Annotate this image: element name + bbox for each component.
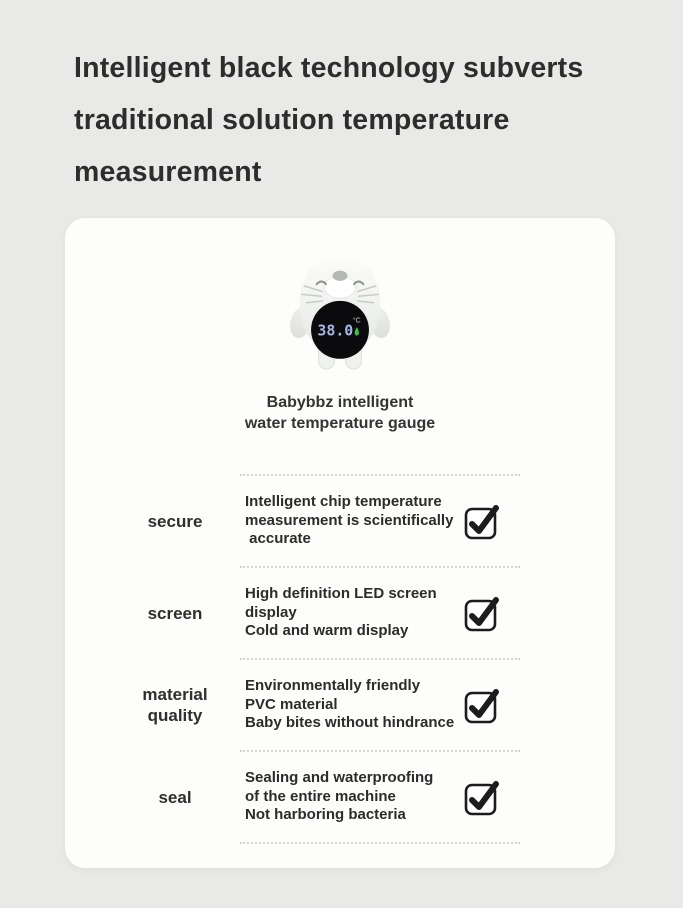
page-title-line-3: measurement: [74, 156, 262, 188]
feature-row-seal: [65, 752, 615, 842]
feature-label: seal: [158, 787, 192, 807]
page-title: [74, 42, 654, 198]
temperature-readout: 38.0: [317, 321, 354, 340]
feature-description: Environmentally friendly PVC material Baby bites without hindrance: [245, 677, 455, 732]
divider: [240, 842, 520, 844]
feature-label: screen: [147, 603, 203, 623]
checked-checkbox-icon: [460, 775, 506, 819]
feature-label: secure: [147, 511, 203, 531]
seal-thermometer-image: [265, 244, 415, 384]
checked-checkbox-icon: [460, 683, 506, 727]
page-title-line-1: Intelligent black technology subverts: [74, 52, 584, 84]
product-name: [65, 392, 615, 434]
product-card: [65, 218, 615, 868]
feature-row-screen: [65, 568, 615, 658]
feature-row-secure: [65, 476, 615, 566]
product-name-line-2: water temperature gauge: [244, 415, 436, 432]
checked-checkbox-icon: [460, 591, 506, 635]
feature-label: material quality: [142, 685, 208, 725]
feature-description: Sealing and waterproofing of the entire machine Not harboring bacteria: [245, 769, 434, 824]
led-display: [311, 301, 369, 359]
checked-checkbox-icon: [460, 499, 506, 543]
product-name-line-1: Babybbz intelligent: [266, 394, 414, 411]
feature-table: [65, 474, 615, 844]
page-title-line-2: traditional solution temperature: [74, 104, 510, 136]
feature-description: High definition LED screen display Cold and warm display: [245, 585, 437, 640]
temperature-unit: °C: [352, 317, 361, 325]
feature-description: Intelligent chip temperature measurement is scientifically accurate: [245, 493, 454, 548]
feature-row-material-quality: [65, 660, 615, 750]
